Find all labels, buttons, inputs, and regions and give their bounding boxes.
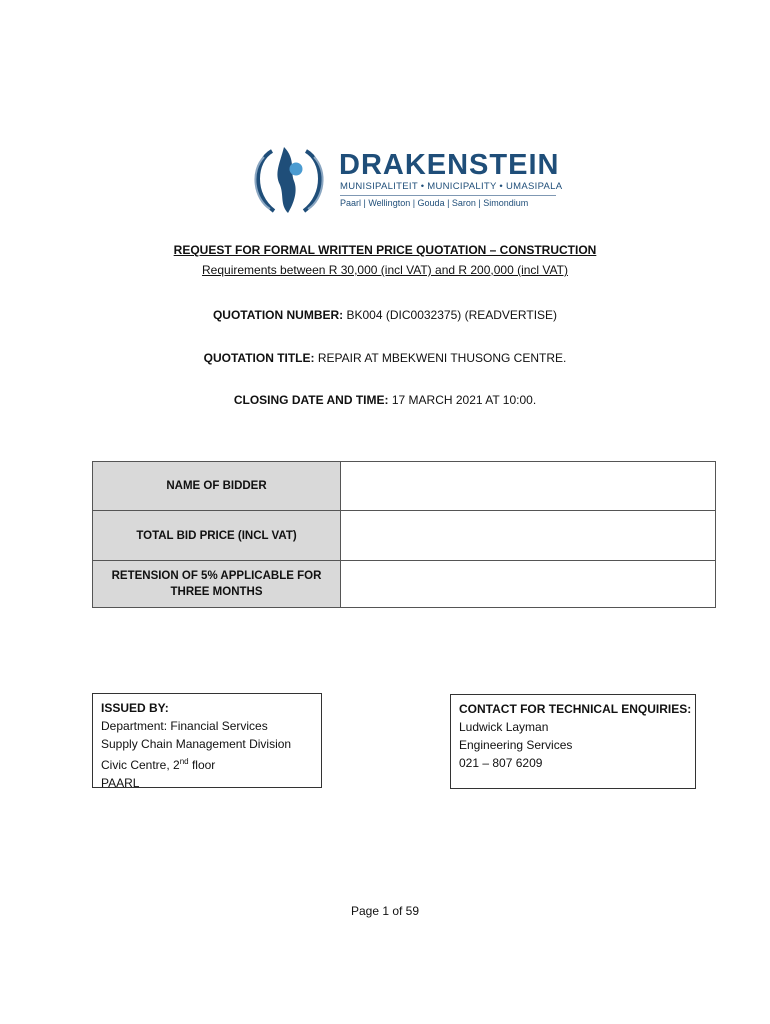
- quotation-number-line: [0, 308, 770, 322]
- table-row: [93, 462, 716, 511]
- logo-subtitle: MUNISIPALITEIT • MUNICIPALITY • UMASIPALA: [340, 181, 563, 192]
- quotation-number-value: BK004 (DIC0032375) (READVERTISE): [346, 308, 558, 322]
- closing-date-value: 17 MARCH 2021 AT 10:00.: [391, 393, 537, 407]
- table-row: [93, 511, 716, 561]
- logo-towns: Paarl | Wellington | Gouda | Saron | Simondium: [340, 198, 529, 208]
- total-bid-price-label: TOTAL BID PRICE (INCL VAT): [93, 511, 341, 561]
- document-subtitle: [0, 263, 770, 277]
- municipality-logo: [250, 143, 570, 219]
- document-title: [0, 243, 770, 257]
- drakenstein-emblem-icon: [250, 143, 328, 217]
- retension-label-line1: RETENSION OF 5% APPLICABLE FOR: [111, 570, 322, 582]
- quotation-title-label: QUOTATION TITLE:: [203, 351, 315, 365]
- contact-name: Ludwick Layman: [459, 720, 549, 734]
- contact-heading: CONTACT FOR TECHNICAL ENQUIRIES:: [459, 702, 692, 716]
- document-title-text: REQUEST FOR FORMAL WRITTEN PRICE QUOTATION – CONSTRUCTION: [173, 243, 597, 257]
- contact-phone: 021 – 807 6209: [459, 756, 543, 770]
- retension-field[interactable]: [341, 561, 716, 608]
- bidder-name-field[interactable]: [341, 462, 716, 511]
- contact-department: Engineering Services: [459, 738, 573, 752]
- quotation-number-label: QUOTATION NUMBER:: [212, 308, 344, 322]
- technical-contact-box: [450, 694, 696, 789]
- page-number: Page 1 of 59: [350, 904, 420, 918]
- issued-by-town: PAARL: [101, 776, 140, 790]
- closing-date-label: CLOSING DATE AND TIME:: [233, 393, 389, 407]
- location-superscript: nd: [179, 757, 189, 766]
- issued-by-location: [101, 753, 313, 774]
- issued-by-division: Supply Chain Management Division: [101, 737, 292, 751]
- issued-by-box: [92, 693, 322, 788]
- quotation-title-value: REPAIR AT MBEKWENI THUSONG CENTRE.: [317, 351, 567, 365]
- issued-by-heading: ISSUED BY:: [101, 701, 169, 715]
- bidder-table: [92, 461, 716, 608]
- closing-date-line: [0, 393, 770, 407]
- bidder-name-label: NAME OF BIDDER: [93, 462, 341, 511]
- issued-by-department: Department: Financial Services: [101, 719, 268, 733]
- retension-label-line2: THREE MONTHS: [170, 586, 263, 598]
- table-row: [93, 561, 716, 608]
- total-bid-price-field[interactable]: [341, 511, 716, 561]
- logo-divider: [340, 195, 556, 196]
- logo-wordmark: DRAKENSTEIN: [339, 149, 560, 181]
- location-prefix: Civic Centre, 2: [101, 758, 180, 772]
- retension-label: [93, 561, 341, 608]
- document-subtitle-text: Requirements between R 30,000 (incl VAT) and R 200,000 (incl VAT): [202, 263, 568, 277]
- location-suffix: floor: [188, 758, 216, 772]
- quotation-title-line: [0, 351, 770, 365]
